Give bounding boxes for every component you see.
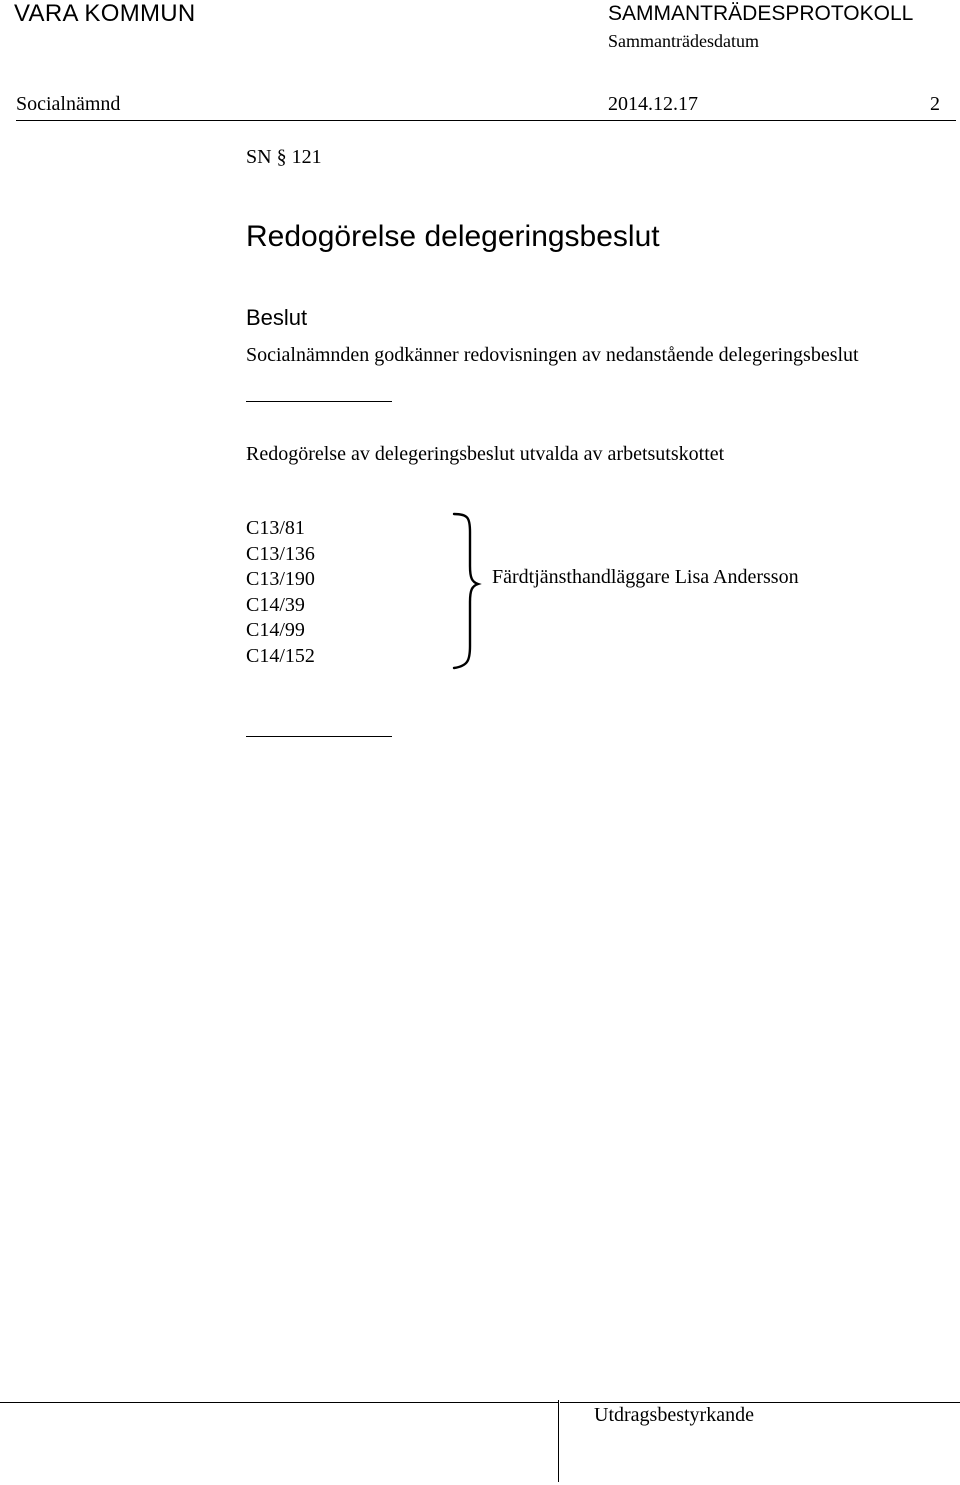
page-number: 2 xyxy=(930,93,940,115)
meeting-date-label: Sammanträdesdatum xyxy=(608,31,759,51)
meeting-date: 2014.12.17 xyxy=(608,93,698,115)
report-intro: Redogörelse av delegeringsbeslut utvalda av arbetsutskottet xyxy=(246,443,725,465)
case-handler: Färdtjänsthandläggare Lisa Andersson xyxy=(492,566,799,588)
case-number: C13/190 xyxy=(246,568,315,590)
case-number: C14/99 xyxy=(246,619,305,641)
decision-heading: Beslut xyxy=(246,305,308,330)
header-divider xyxy=(16,120,956,121)
section-reference xyxy=(246,146,322,169)
footer-rule-left xyxy=(0,1402,558,1403)
section-mark: § xyxy=(276,146,287,168)
case-number: C13/136 xyxy=(246,542,315,565)
section-prefix: SN xyxy=(246,146,272,168)
committee-name: Socialnämnd xyxy=(16,93,121,115)
case-number: C14/39 xyxy=(246,593,305,616)
footer-rule-right xyxy=(560,1402,960,1403)
organization-name: VARA KOMMUN xyxy=(14,0,196,27)
case-number: C14/152 xyxy=(246,644,315,667)
footer-divider xyxy=(558,1400,559,1482)
decision-text: Socialnämnden godkänner redovisningen av nedanstående delegeringsbeslut xyxy=(246,344,859,366)
curly-brace-icon xyxy=(448,510,484,672)
section-title: Redogörelse delegeringsbeslut xyxy=(246,220,660,253)
section-divider-bottom xyxy=(246,736,392,737)
document-type: SAMMANTRÄDESPROTOKOLL xyxy=(608,2,914,25)
section-number: 121 xyxy=(291,146,322,168)
section-divider-top xyxy=(246,401,392,402)
case-list xyxy=(246,516,315,669)
attestation-label: Utdragsbestyrkande xyxy=(594,1404,754,1426)
case-number: C13/81 xyxy=(246,517,305,539)
